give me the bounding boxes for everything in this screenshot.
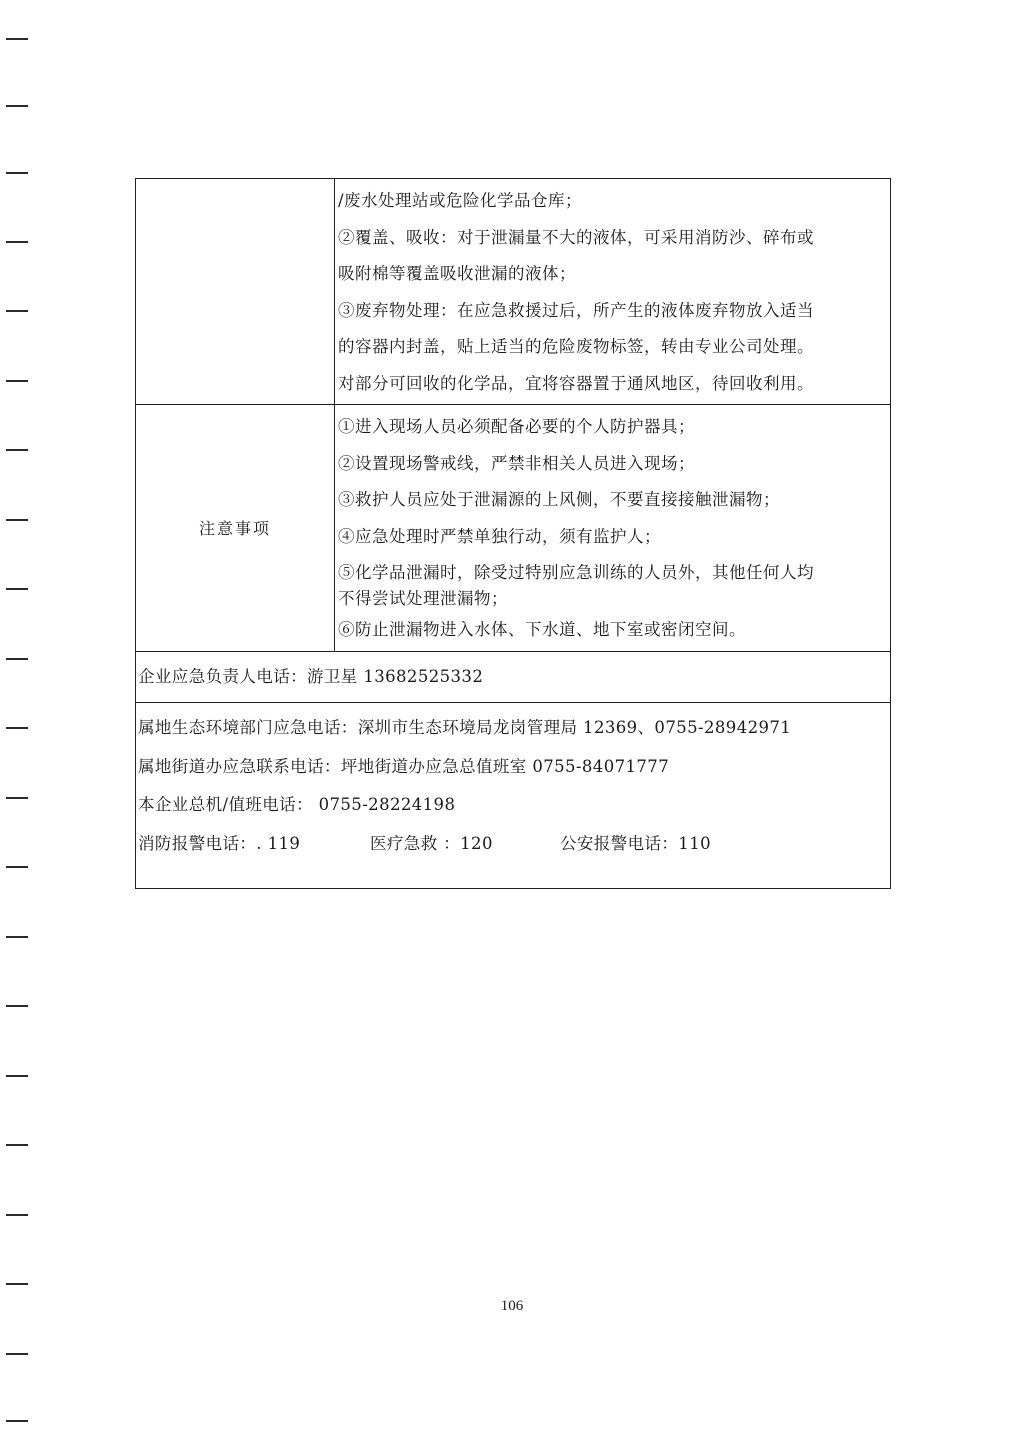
disposal-line: 的容器内封盖，贴上适当的危险废物标签，转由专业公司处理。 bbox=[338, 337, 814, 356]
disposal-label-cell bbox=[136, 179, 335, 405]
disposal-line: /废水处理站或危险化学品仓库； bbox=[338, 191, 583, 210]
binding-mark bbox=[6, 727, 28, 729]
disposal-line: ③废弃物处理：在应急救援过后，所产生的液体废弃物放入适当 bbox=[338, 300, 814, 320]
emergency-procedure-table bbox=[135, 178, 891, 889]
binding-mark bbox=[6, 1353, 28, 1355]
disposal-line: 吸附棉等覆盖吸收泄漏的液体； bbox=[338, 264, 576, 283]
emergency-numbers-row bbox=[138, 825, 886, 864]
company-switchboard-phone: 本企业总机/值班电话： 0755-28224198 bbox=[138, 795, 456, 814]
binding-mark bbox=[6, 380, 28, 382]
binding-mark bbox=[6, 105, 28, 107]
binding-mark bbox=[6, 241, 28, 243]
binding-mark bbox=[6, 1075, 28, 1077]
page-number: 106 bbox=[500, 1298, 524, 1314]
ecology-department-phone: 属地生态环境部门应急电话：深圳市生态环境局龙岗管理局 12369、0755-28942971 bbox=[138, 718, 792, 737]
contacts-row bbox=[136, 703, 891, 889]
binding-mark bbox=[6, 936, 28, 938]
precaution-item: ⑤化学品泄漏时，除受过特别应急训练的人员外，其他任何人均 bbox=[338, 563, 814, 582]
contacts-cell bbox=[136, 703, 891, 889]
precautions-row bbox=[136, 405, 891, 652]
binding-mark bbox=[6, 172, 28, 174]
police-phone: 公安报警电话：110 bbox=[560, 833, 711, 853]
precaution-item: 不得尝试处理泄漏物； bbox=[338, 589, 508, 608]
precautions-label: 注意事项 bbox=[136, 405, 335, 652]
binding-mark bbox=[6, 1420, 28, 1422]
disposal-line: ②覆盖、吸收：对于泄漏量不大的液体，可采用消防沙、碎布或 bbox=[338, 227, 814, 247]
medical-phone: 医疗急救 ：120 bbox=[370, 833, 493, 853]
binding-mark bbox=[6, 866, 28, 868]
binding-mark bbox=[6, 1214, 28, 1216]
binding-mark bbox=[6, 1144, 28, 1146]
binding-mark bbox=[6, 519, 28, 521]
binding-mark bbox=[6, 449, 28, 451]
precautions-content-cell bbox=[335, 405, 891, 652]
binding-mark bbox=[6, 1005, 28, 1007]
precaution-item: ⑥防止泄漏物进入水体、下水道、地下室或密闭空间。 bbox=[338, 620, 746, 639]
fire-phone: 消防报警电话：. 119 bbox=[138, 833, 301, 853]
binding-mark bbox=[6, 310, 28, 312]
binding-mark bbox=[6, 797, 28, 799]
precaution-item: ②设置现场警戒线，严禁非相关人员进入现场； bbox=[338, 453, 695, 473]
disposal-content-cell bbox=[335, 179, 891, 405]
binding-mark bbox=[6, 588, 28, 590]
precaution-item: ①进入现场人员必须配备必要的个人防护器具； bbox=[338, 417, 695, 436]
disposal-row bbox=[136, 179, 891, 405]
responsible-person-cell bbox=[136, 651, 891, 703]
binding-mark bbox=[6, 1283, 28, 1285]
street-office-phone: 属地街道办应急联系电话：坪地街道办应急总值班室 0755-84071777 bbox=[138, 756, 670, 776]
precaution-item: ③救护人员应处于泄漏源的上风侧，不要直接接触泄漏物； bbox=[338, 490, 780, 509]
precaution-item: ④应急处理时严禁单独行动，须有监护人； bbox=[338, 526, 661, 546]
binding-hole-marks bbox=[0, 0, 40, 1436]
responsible-person-row bbox=[136, 651, 891, 703]
binding-mark bbox=[6, 38, 28, 40]
binding-mark bbox=[6, 658, 28, 660]
responsible-person-phone: 企业应急负责人电话：游卫星 13682525332 bbox=[138, 666, 484, 686]
disposal-line: 对部分可回收的化学品，宜将容器置于通风地区，待回收利用。 bbox=[338, 373, 814, 393]
